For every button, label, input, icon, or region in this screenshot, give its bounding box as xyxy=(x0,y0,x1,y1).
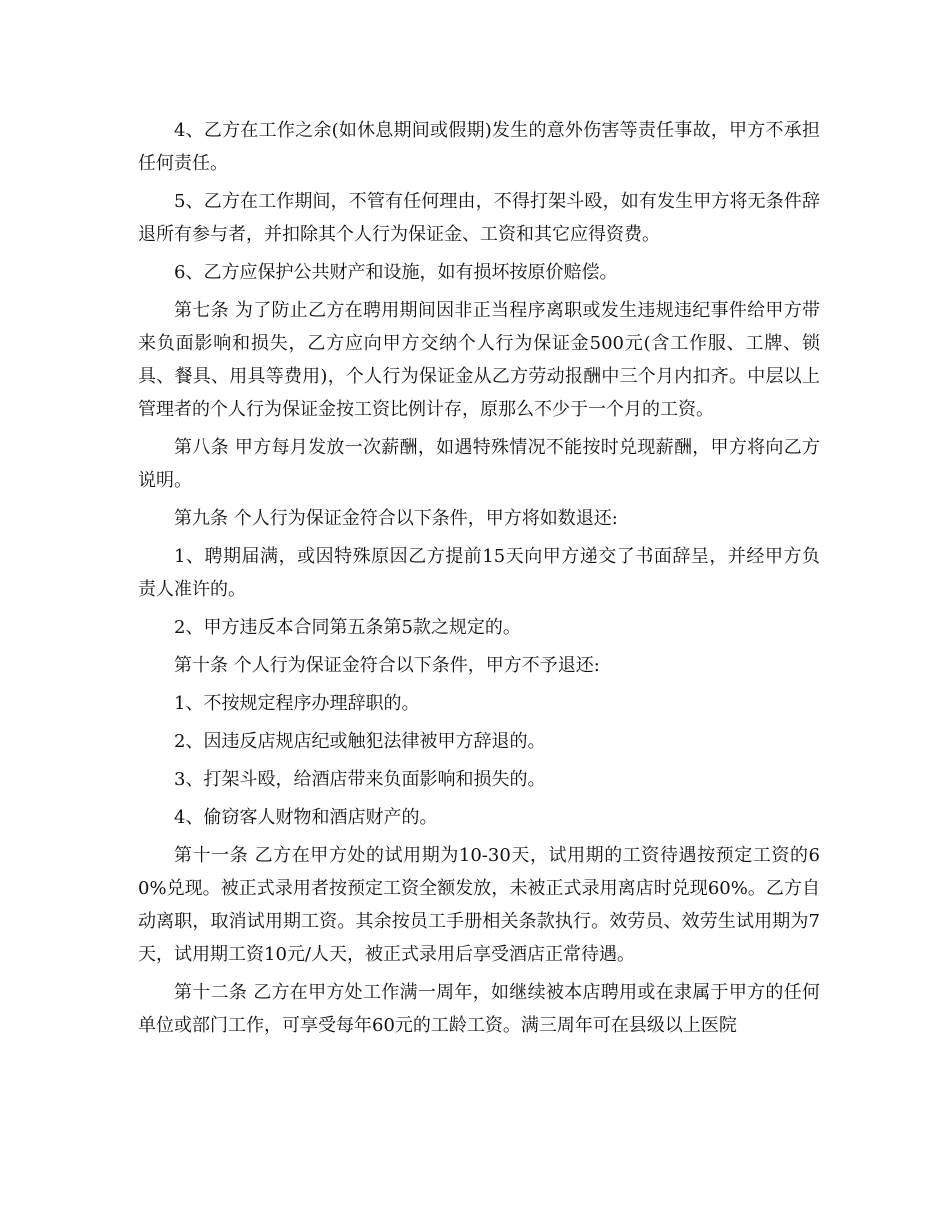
paragraph-clause-6-property: 6、乙方应保护公共财产和设施，如有损坏按原价赔偿。 xyxy=(174,262,618,283)
paragraph-article-9-refund: 第九条 个人行为保证金符合以下条件，甲方将如数退还: xyxy=(174,508,618,529)
paragraph-clause-4-accident: 4、乙方在工作之余(如休息期间或假期)发生的意外伤害等责任事故，甲方不承担任何责任。 xyxy=(138,120,820,174)
document-body xyxy=(138,114,820,1047)
paragraph-article-10-no-refund: 第十条 个人行为保证金符合以下条件，甲方不予退还: xyxy=(174,655,600,676)
paragraph-article-12-seniority: 第十二条 乙方在甲方处工作满一周年，如继续被本店聘用或在隶属于甲方的任何单位或部门工作，可享受每年60元的工龄工资。满三周年可在县级以上医院 xyxy=(138,982,820,1036)
paragraph-article-9-item-1: 1、聘期届满，或因特殊原因乙方提前15天向甲方递交了书面辞呈，并经甲方负责人准许的。 xyxy=(138,546,820,600)
paragraph-clause-5-fighting: 5、乙方在工作期间，不管有任何理由，不得打架斗殴，如有发生甲方将无条件辞退所有参与者，并扣除其个人行为保证金、工资和其它应得资费。 xyxy=(138,191,820,245)
paragraph-article-7-deposit: 第七条 为了防止乙方在聘用期间因非正当程序离职或发生违规违纪事件给甲方带来负面影响和损失，乙方应向甲方交纳个人行为保证金500元(含工作服、工牌、锁具、餐具、用具等费用)，个人行为保证金从乙方劳动报酬中三个月内扣齐。中层以上管理者的个人行为保证金按工资比例计存，原那么不少于一个月的工资。 xyxy=(138,300,820,420)
paragraph-article-10-item-2: 2、因违反店规店纪或触犯法律被甲方辞退的。 xyxy=(174,731,546,752)
paragraph-article-10-item-4: 4、偷窃客人财物和酒店财产的。 xyxy=(174,807,438,828)
paragraph-article-9-item-2: 2、甲方违反本合同第五条第5款之规定的。 xyxy=(174,617,521,638)
paragraph-article-10-item-3: 3、打架斗殴，给酒店带来负面影响和损失的。 xyxy=(174,769,546,790)
paragraph-article-8-salary: 第八条 甲方每月发放一次薪酬，如遇特殊情况不能按时兑现薪酬，甲方将向乙方说明。 xyxy=(138,437,820,491)
paragraph-article-10-item-1: 1、不按规定程序办理辞职的。 xyxy=(174,693,420,714)
paragraph-article-11-probation: 第十一条 乙方在甲方处的试用期为10-30天，试用期的工资待遇按预定工资的60%兑现。被正式录用者按预定工资全额发放，未被正式录用离店时兑现60%。乙方自动离职，取消试用期工资。其余按员工手册相关条款执行。效劳员、效劳生试用期为7天，试用期工资10元/人天，被正式录用后享受酒店正常待遇。 xyxy=(138,845,820,965)
